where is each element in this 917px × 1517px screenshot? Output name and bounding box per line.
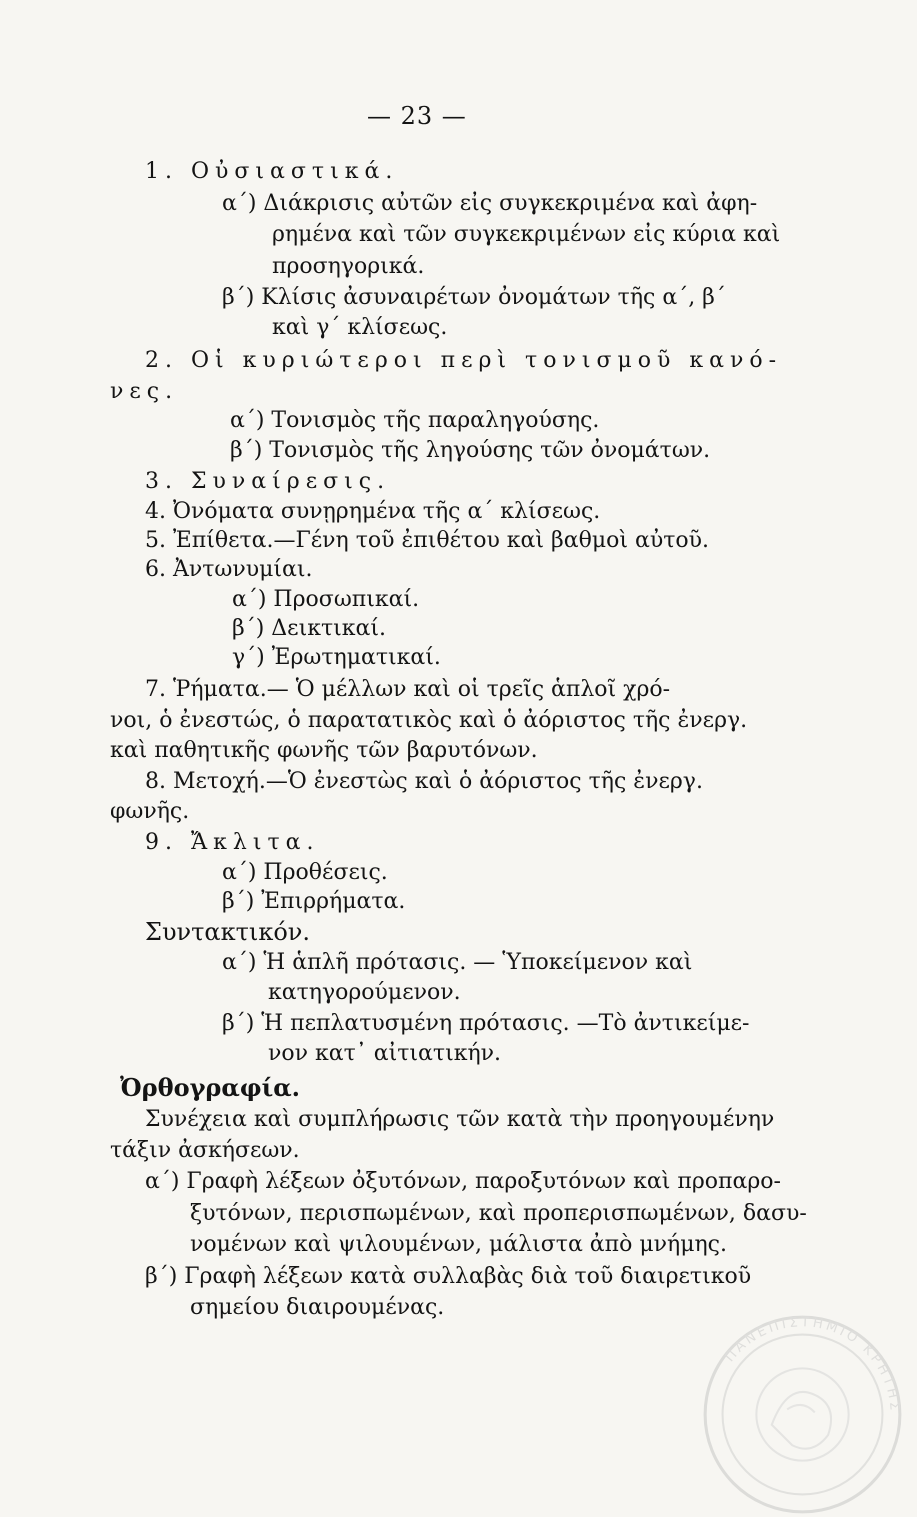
section-7-heading: 7. Ῥήματα.— Ὁ μέλλων καὶ οἱ τρεῖς ἁπλοῖ χρό- [145,677,671,702]
text-line: ξυτόνων, περισπωμένων, καὶ προπερισπωμένων, δασυ- [190,1201,807,1226]
text-line: καὶ παθητικῆς φωνῆς τῶν βαρυτόνων. [110,738,538,763]
text-line: α΄) Ἡ ἁπλῆ πρότασις. — Ὑποκείμενον καὶ [222,950,693,975]
text-line: Συνέχεια καὶ συμπλήρωσις τῶν κατὰ τὴν προηγουμένην [145,1107,775,1132]
section-6-heading: 6. Ἀντωνυμίαι. [145,557,313,582]
svg-text:ΠΑΝΕΠΙΣΤΗΜΙΟ ΚΡΗΤΗΣ: ΠΑΝΕΠΙΣΤΗΜΙΟ ΚΡΗΤΗΣ [722,1315,902,1414]
section-4-heading: 4. Ὀνόματα συνῃρημένα τῆς α΄ κλίσεως. [145,499,601,524]
text-line: β΄) Ἡ πεπλατυσμένη πρότασις. —Τὸ ἀντικείμε- [222,1011,750,1036]
text-line: τάξιν ἀσκήσεων. [110,1138,300,1163]
section-9-heading: 9. Ἄκλιτα. [145,830,320,855]
text-line: νομένων καὶ ψιλουμένων, μάλιστα ἀπὸ μνήμης. [190,1232,727,1257]
orthography-heading: Ὀρθογραφία. [120,1073,301,1102]
text-line: α΄) Τονισμὸς τῆς παραληγούσης. [230,408,600,433]
text-line: κατηγορούμενον. [268,980,461,1005]
text-line: νοι, ὁ ἐνεστώς, ὁ παρατατικὸς καὶ ὁ ἀόριστος τῆς ἐνεργ. [110,708,748,733]
text-line: α΄) Γραφὴ λέξεων ὀξυτόνων, παροξυτόνων καὶ προπαρο- [145,1169,781,1194]
text-line: α΄) Προσωπικαί. [232,587,420,612]
text-line: α΄) Προθέσεις. [222,860,388,885]
section-3-heading: 3. Συναίρεσις. [145,469,391,494]
page-number: — 23 — [367,102,467,130]
text-line: φωνῆς. [110,799,190,824]
text-line: νες. [110,379,179,404]
text-line: νον κατ᾽ αἰτιατικήν. [268,1041,501,1066]
section-8-heading: 8. Μετοχή.—Ὁ ἐνεστὼς καὶ ὁ ἀόριστος τῆς ἐνεργ. [145,769,703,794]
section-5-heading: 5. Ἐπίθετα.—Γένη τοῦ ἐπιθέτου καὶ βαθμοὶ αὐτοῦ. [145,528,710,553]
syntax-heading: Συντακτικόν. [145,918,310,946]
text-line: β΄) Δεικτικαί. [232,616,386,641]
text-line: β΄) Γραφὴ λέξεων κατὰ συλλαβὰς διὰ τοῦ διαιρετικοῦ [145,1264,752,1289]
text-line: προσηγορικά. [272,254,425,279]
section-1-heading: 1. Οὐσιαστικά. [145,159,399,184]
text-line: γ΄) Ἐρωτηματικαί. [232,645,441,670]
text-line: α΄) Διάκρισις αὐτῶν εἰς συγκεκριμένα καὶ ἀφη- [222,191,758,216]
text-line: β΄) Ἐπιρρήματα. [222,889,406,914]
section-2-heading: 2. Οἱ κυριώτεροι περὶ τονισμοῦ κανό- [145,348,783,373]
text-line: β΄) Κλίσις ἀσυναιρέτων ὀνομάτων τῆς α΄, β΄ [222,285,726,310]
university-stamp-watermark [700,1312,905,1517]
text-line: ρημένα καὶ τῶν συγκεκριμένων εἰς κύρια καὶ [272,222,781,247]
text-line: β΄) Τονισμὸς τῆς ληγούσης τῶν ὀνομάτων. [230,438,711,463]
text-line: σημείου διαιρουμένας. [190,1295,445,1320]
text-line: καὶ γ΄ κλίσεως. [272,315,448,340]
